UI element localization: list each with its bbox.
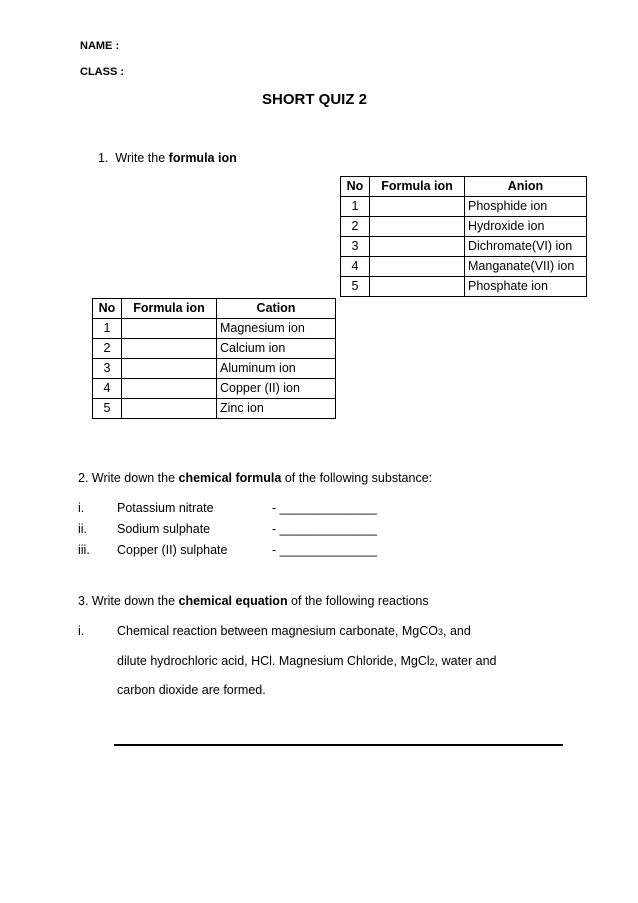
class-label: CLASS : — [80, 66, 124, 78]
q2-item-numeral: ii. — [78, 522, 88, 536]
anion-formula-cell[interactable] — [370, 257, 465, 277]
q3-line1-end: , and — [443, 624, 471, 638]
cation-name: Copper (II) ion — [217, 379, 336, 399]
question-2-bold-term: chemical formula — [178, 471, 282, 485]
question-1-prefix: Write the — [115, 151, 169, 165]
table-row — [93, 399, 336, 419]
anion-name: Hydroxide ion — [465, 217, 587, 237]
anion-name: Phosphide ion — [465, 197, 587, 217]
table-row — [93, 359, 336, 379]
cation-formula-cell[interactable] — [122, 339, 217, 359]
anion-no: 4 — [341, 257, 370, 277]
anion-no: 1 — [341, 197, 370, 217]
q3-line2-subscript: 2 — [429, 657, 435, 667]
cation-no: 4 — [93, 379, 122, 399]
cation-header-cation: Cation — [217, 299, 336, 319]
anion-name: Phosphate ion — [465, 277, 587, 297]
cation-table — [92, 298, 336, 419]
table-row — [341, 197, 587, 217]
cation-name: Zinc ion — [217, 399, 336, 419]
anion-table — [340, 176, 587, 297]
anion-formula-cell[interactable] — [370, 277, 465, 297]
anion-no: 2 — [341, 217, 370, 237]
question-2-suffix: of the following substance: — [281, 471, 433, 485]
q3-reaction-line-2 — [117, 654, 496, 668]
page-title: SHORT QUIZ 2 — [262, 91, 368, 108]
q3-line2-end: , water and — [434, 654, 497, 668]
cation-name: Calcium ion — [217, 339, 336, 359]
question-3-bold-term: chemical equation — [178, 594, 288, 608]
anion-formula-cell[interactable] — [370, 237, 465, 257]
question-2 — [78, 471, 432, 485]
table-row — [341, 257, 587, 277]
question-3-suffix: of the following reactions — [287, 594, 429, 608]
q3-line1-text: Chemical reaction between magnesium carbonate, MgCO — [117, 624, 438, 638]
q2-item-substance: Sodium sulphate — [117, 522, 211, 536]
table-row — [341, 237, 587, 257]
cation-no: 1 — [93, 319, 122, 339]
q3-item-numeral: i. — [78, 624, 85, 638]
cation-name: Aluminum ion — [217, 359, 336, 379]
cation-no: 3 — [93, 359, 122, 379]
cation-formula-cell[interactable] — [122, 319, 217, 339]
q3-line2-text: dilute hydrochloric acid, HCl. Magnesium Chloride, MgCl — [117, 654, 430, 668]
table-row — [93, 319, 336, 339]
answer-line[interactable] — [114, 744, 563, 746]
anion-no: 3 — [341, 237, 370, 257]
table-row — [93, 339, 336, 359]
question-1 — [98, 151, 237, 165]
q2-answer-blank[interactable]: - ______________ — [272, 543, 377, 557]
q2-item-substance: Copper (II) sulphate — [117, 543, 228, 557]
table-header-row — [93, 299, 336, 319]
q2-answer-blank[interactable]: - ______________ — [272, 501, 377, 515]
question-3 — [78, 594, 429, 608]
anion-formula-cell[interactable] — [370, 217, 465, 237]
cation-formula-cell[interactable] — [122, 379, 217, 399]
cation-header-formula: Formula ion — [122, 299, 217, 319]
table-header-row — [341, 177, 587, 197]
cation-no: 5 — [93, 399, 122, 419]
cation-name: Magnesium ion — [217, 319, 336, 339]
anion-name: Manganate(VII) ion — [465, 257, 587, 277]
q2-item-numeral: iii. — [78, 543, 90, 557]
anion-formula-cell[interactable] — [370, 197, 465, 217]
table-row — [341, 217, 587, 237]
q2-item-numeral: i. — [78, 501, 85, 515]
q2-answer-blank[interactable]: - ______________ — [272, 522, 377, 536]
anion-name: Dichromate(VI) ion — [465, 237, 587, 257]
anion-header-no: No — [341, 177, 370, 197]
question-3-prefix: 3. Write down the — [78, 594, 179, 608]
table-row — [341, 277, 587, 297]
q3-line1-subscript: 3 — [438, 627, 444, 637]
question-1-number: 1. — [98, 151, 109, 165]
question-1-bold-term: formula ion — [168, 151, 237, 165]
cation-header-no: No — [93, 299, 122, 319]
q2-item-substance: Potassium nitrate — [117, 501, 214, 515]
cation-formula-cell[interactable] — [122, 359, 217, 379]
cation-no: 2 — [93, 339, 122, 359]
name-label: NAME : — [80, 40, 120, 52]
table-row — [93, 379, 336, 399]
question-2-prefix: 2. Write down the — [78, 471, 179, 485]
anion-no: 5 — [341, 277, 370, 297]
q3-reaction-line-3: carbon dioxide are formed. — [117, 683, 266, 697]
q3-reaction-line-1 — [117, 624, 471, 638]
anion-header-anion: Anion — [465, 177, 587, 197]
cation-formula-cell[interactable] — [122, 399, 217, 419]
anion-header-formula: Formula ion — [370, 177, 465, 197]
